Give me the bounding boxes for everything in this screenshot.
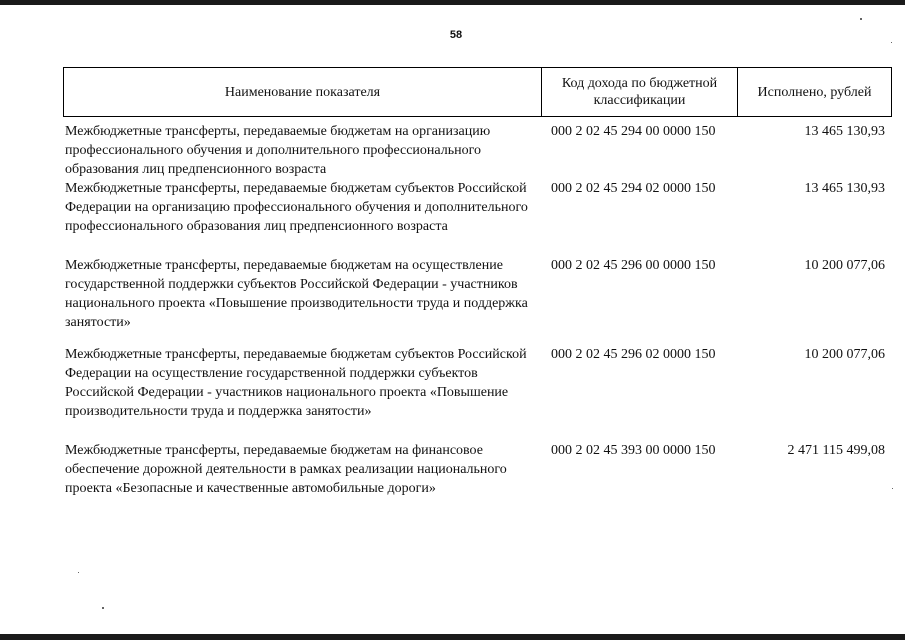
scan-speck [891,42,892,43]
row-name: Межбюджетные трансферты, передаваемые бюджетам субъектов Российской Федерации на осуществление государственной поддержки субъектов Российской Федерации - участников национального проекта «Повышение производительности труда и поддержка занятости» [65,347,527,419]
row-amount: 13 465 130,93 [804,181,885,196]
row-name: Межбюджетные трансферты, передаваемые бюджетам на организацию профессионального обучения и дополнительного профессионального образования лиц предпенсионного возраста [65,124,491,177]
row-amount: 10 200 077,06 [804,347,885,362]
row-name: Межбюджетные трансферты, передаваемые бюджетам субъектов Российской Федерации на организацию профессионального обучения и дополнительного профессионального образования лиц предпенсионного возраста [65,181,528,234]
row-code: 000 2 02 45 294 02 0000 150 [551,181,716,196]
row-name: Межбюджетные трансферты, передаваемые бюджетам на финансовое обеспечение дорожной деятельности в рамках реализации национального проекта «Безопасные и качественные автомобильные дороги» [65,443,507,496]
scan-speck [860,18,862,20]
row-name: Межбюджетные трансферты, передаваемые бюджетам на осуществление государственной поддержки субъектов Российской Федерации - участников национального проекта «Повышение производительности труда и поддержка занятости» [65,258,528,330]
row-amount: 10 200 077,06 [804,258,885,273]
row-code: 000 2 02 45 296 00 0000 150 [551,258,716,273]
page-number: 58 [449,29,463,41]
row-code: 000 2 02 45 393 00 0000 150 [551,443,716,458]
scan-border-top [0,0,905,5]
table-header [63,67,892,117]
header-code: Код дохода по бюджетной классификации [542,68,738,116]
row-amount: 13 465 130,93 [804,124,885,139]
row-code: 000 2 02 45 296 02 0000 150 [551,347,716,362]
scan-speck [102,607,104,609]
header-name: Наименование показателя [64,68,542,116]
scan-border-bottom [0,634,905,640]
header-amount: Исполнено, рублей [757,84,872,100]
row-code: 000 2 02 45 294 00 0000 150 [551,124,716,139]
scan-speck [892,488,893,489]
scan-speck [78,572,79,573]
row-amount: 2 471 115 499,08 [787,443,885,458]
